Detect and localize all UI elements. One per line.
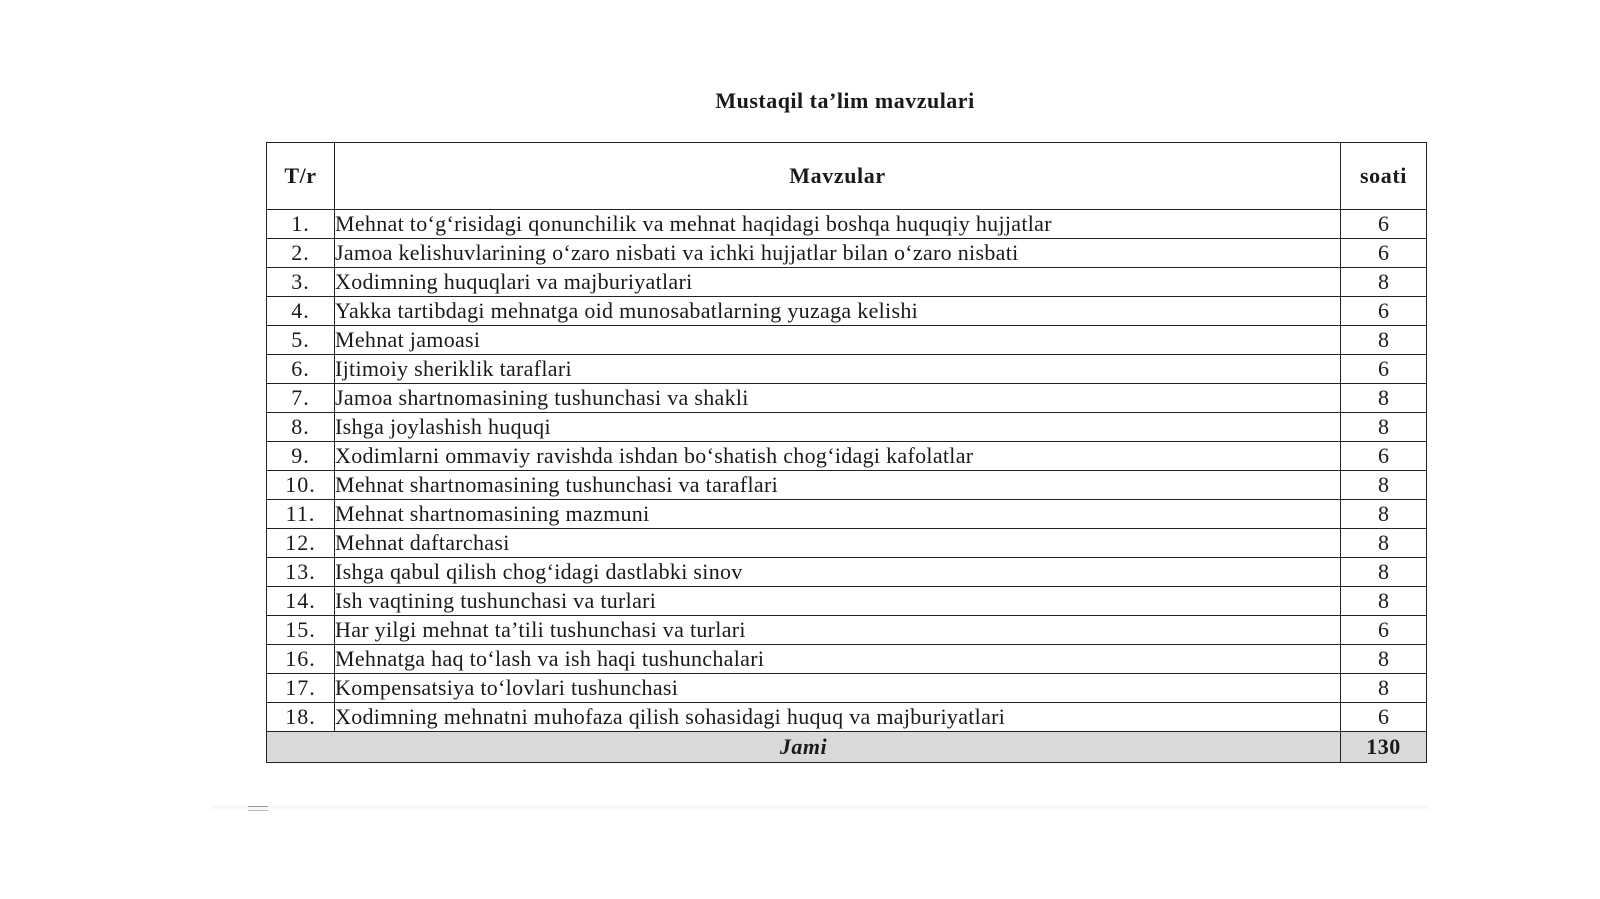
row-hours: 8 <box>1341 413 1427 442</box>
table-row <box>267 703 1427 732</box>
row-topic: Mehnat jamoasi <box>335 326 1341 355</box>
table-row <box>267 210 1427 239</box>
table-row <box>267 239 1427 268</box>
page-title: Mustaqil ta’lim mavzulari <box>715 88 975 113</box>
row-hours: 6 <box>1341 616 1427 645</box>
row-number: 6. <box>267 355 335 384</box>
table-row <box>267 326 1427 355</box>
table-row <box>267 471 1427 500</box>
row-topic: Mehnat to‘g‘risidagi qonunchilik va mehnat haqidagi boshqa huquqiy hujjatlar <box>335 210 1341 239</box>
table-row <box>267 558 1427 587</box>
row-topic: Ishga joylashish huquqi <box>335 413 1341 442</box>
row-topic: Ishga qabul qilish chog‘idagi dastlabki sinov <box>335 558 1341 587</box>
row-hours: 6 <box>1341 355 1427 384</box>
total-row <box>267 732 1427 763</box>
row-hours: 8 <box>1341 587 1427 616</box>
row-number: 15. <box>267 616 335 645</box>
row-hours: 8 <box>1341 674 1427 703</box>
table-header <box>267 143 1427 210</box>
row-number: 5. <box>267 326 335 355</box>
row-topic: Xodimning mehnatni muhofaza qilish sohasidagi huquq va majburiyatlari <box>335 703 1341 732</box>
row-number: 17. <box>267 674 335 703</box>
row-hours: 8 <box>1341 558 1427 587</box>
row-hours: 6 <box>1341 703 1427 732</box>
row-topic: Mehnat shartnomasining tushunchasi va taraflari <box>335 471 1341 500</box>
table-row <box>267 413 1427 442</box>
row-number: 10. <box>267 471 335 500</box>
table-row <box>267 616 1427 645</box>
page-bottom-edge <box>210 806 1430 812</box>
row-topic: Mehnat shartnomasining mazmuni <box>335 500 1341 529</box>
table-body <box>267 210 1427 732</box>
table-row <box>267 355 1427 384</box>
row-number: 18. <box>267 703 335 732</box>
row-hours: 6 <box>1341 210 1427 239</box>
row-topic: Yakka tartibdagi mehnatga oid munosabatlarning yuzaga kelishi <box>335 297 1341 326</box>
footnote-mark <box>248 806 268 811</box>
row-topic: Ish vaqtining tushunchasi va turlari <box>335 587 1341 616</box>
row-hours: 6 <box>1341 297 1427 326</box>
total-label: Jami <box>267 732 1341 763</box>
table-row <box>267 645 1427 674</box>
row-hours: 8 <box>1341 645 1427 674</box>
row-hours: 8 <box>1341 471 1427 500</box>
header-topic: Mavzular <box>335 143 1341 210</box>
row-hours: 8 <box>1341 384 1427 413</box>
table-row <box>267 384 1427 413</box>
table-row <box>267 674 1427 703</box>
table-footer <box>267 732 1427 763</box>
row-hours: 8 <box>1341 268 1427 297</box>
table-row <box>267 500 1427 529</box>
row-number: 7. <box>267 384 335 413</box>
row-hours: 6 <box>1341 239 1427 268</box>
row-hours: 8 <box>1341 500 1427 529</box>
row-number: 8. <box>267 413 335 442</box>
row-number: 12. <box>267 529 335 558</box>
row-topic: Kompensatsiya to‘lovlari tushunchasi <box>335 674 1341 703</box>
table-row <box>267 529 1427 558</box>
row-number: 16. <box>267 645 335 674</box>
table-row <box>267 587 1427 616</box>
row-topic: Mehnatga haq to‘lash va ish haqi tushunchalari <box>335 645 1341 674</box>
row-hours: 6 <box>1341 442 1427 471</box>
total-value: 130 <box>1341 732 1427 763</box>
header-row <box>267 143 1427 210</box>
row-number: 11. <box>267 500 335 529</box>
row-number: 9. <box>267 442 335 471</box>
table-row <box>267 442 1427 471</box>
row-topic: Har yilgi mehnat ta’tili tushunchasi va turlari <box>335 616 1341 645</box>
table-row <box>267 297 1427 326</box>
row-topic: Xodimning huquqlari va majburiyatlari <box>335 268 1341 297</box>
table-row <box>267 268 1427 297</box>
row-number: 2. <box>267 239 335 268</box>
row-hours: 8 <box>1341 529 1427 558</box>
row-number: 3. <box>267 268 335 297</box>
topics-table <box>266 142 1427 763</box>
row-topic: Jamoa kelishuvlarining o‘zaro nisbati va ichki hujjatlar bilan o‘zaro nisbati <box>335 239 1341 268</box>
row-topic: Xodimlarni ommaviy ravishda ishdan bo‘shatish chog‘idagi kafolatlar <box>335 442 1341 471</box>
row-topic: Jamoa shartnomasining tushunchasi va shakli <box>335 384 1341 413</box>
header-hours: soati <box>1341 143 1427 210</box>
row-number: 13. <box>267 558 335 587</box>
row-hours: 8 <box>1341 326 1427 355</box>
row-number: 14. <box>267 587 335 616</box>
header-number: T/r <box>267 143 335 210</box>
row-number: 4. <box>267 297 335 326</box>
row-topic: Ijtimoiy sheriklik taraflari <box>335 355 1341 384</box>
row-number: 1. <box>267 210 335 239</box>
row-topic: Mehnat daftarchasi <box>335 529 1341 558</box>
